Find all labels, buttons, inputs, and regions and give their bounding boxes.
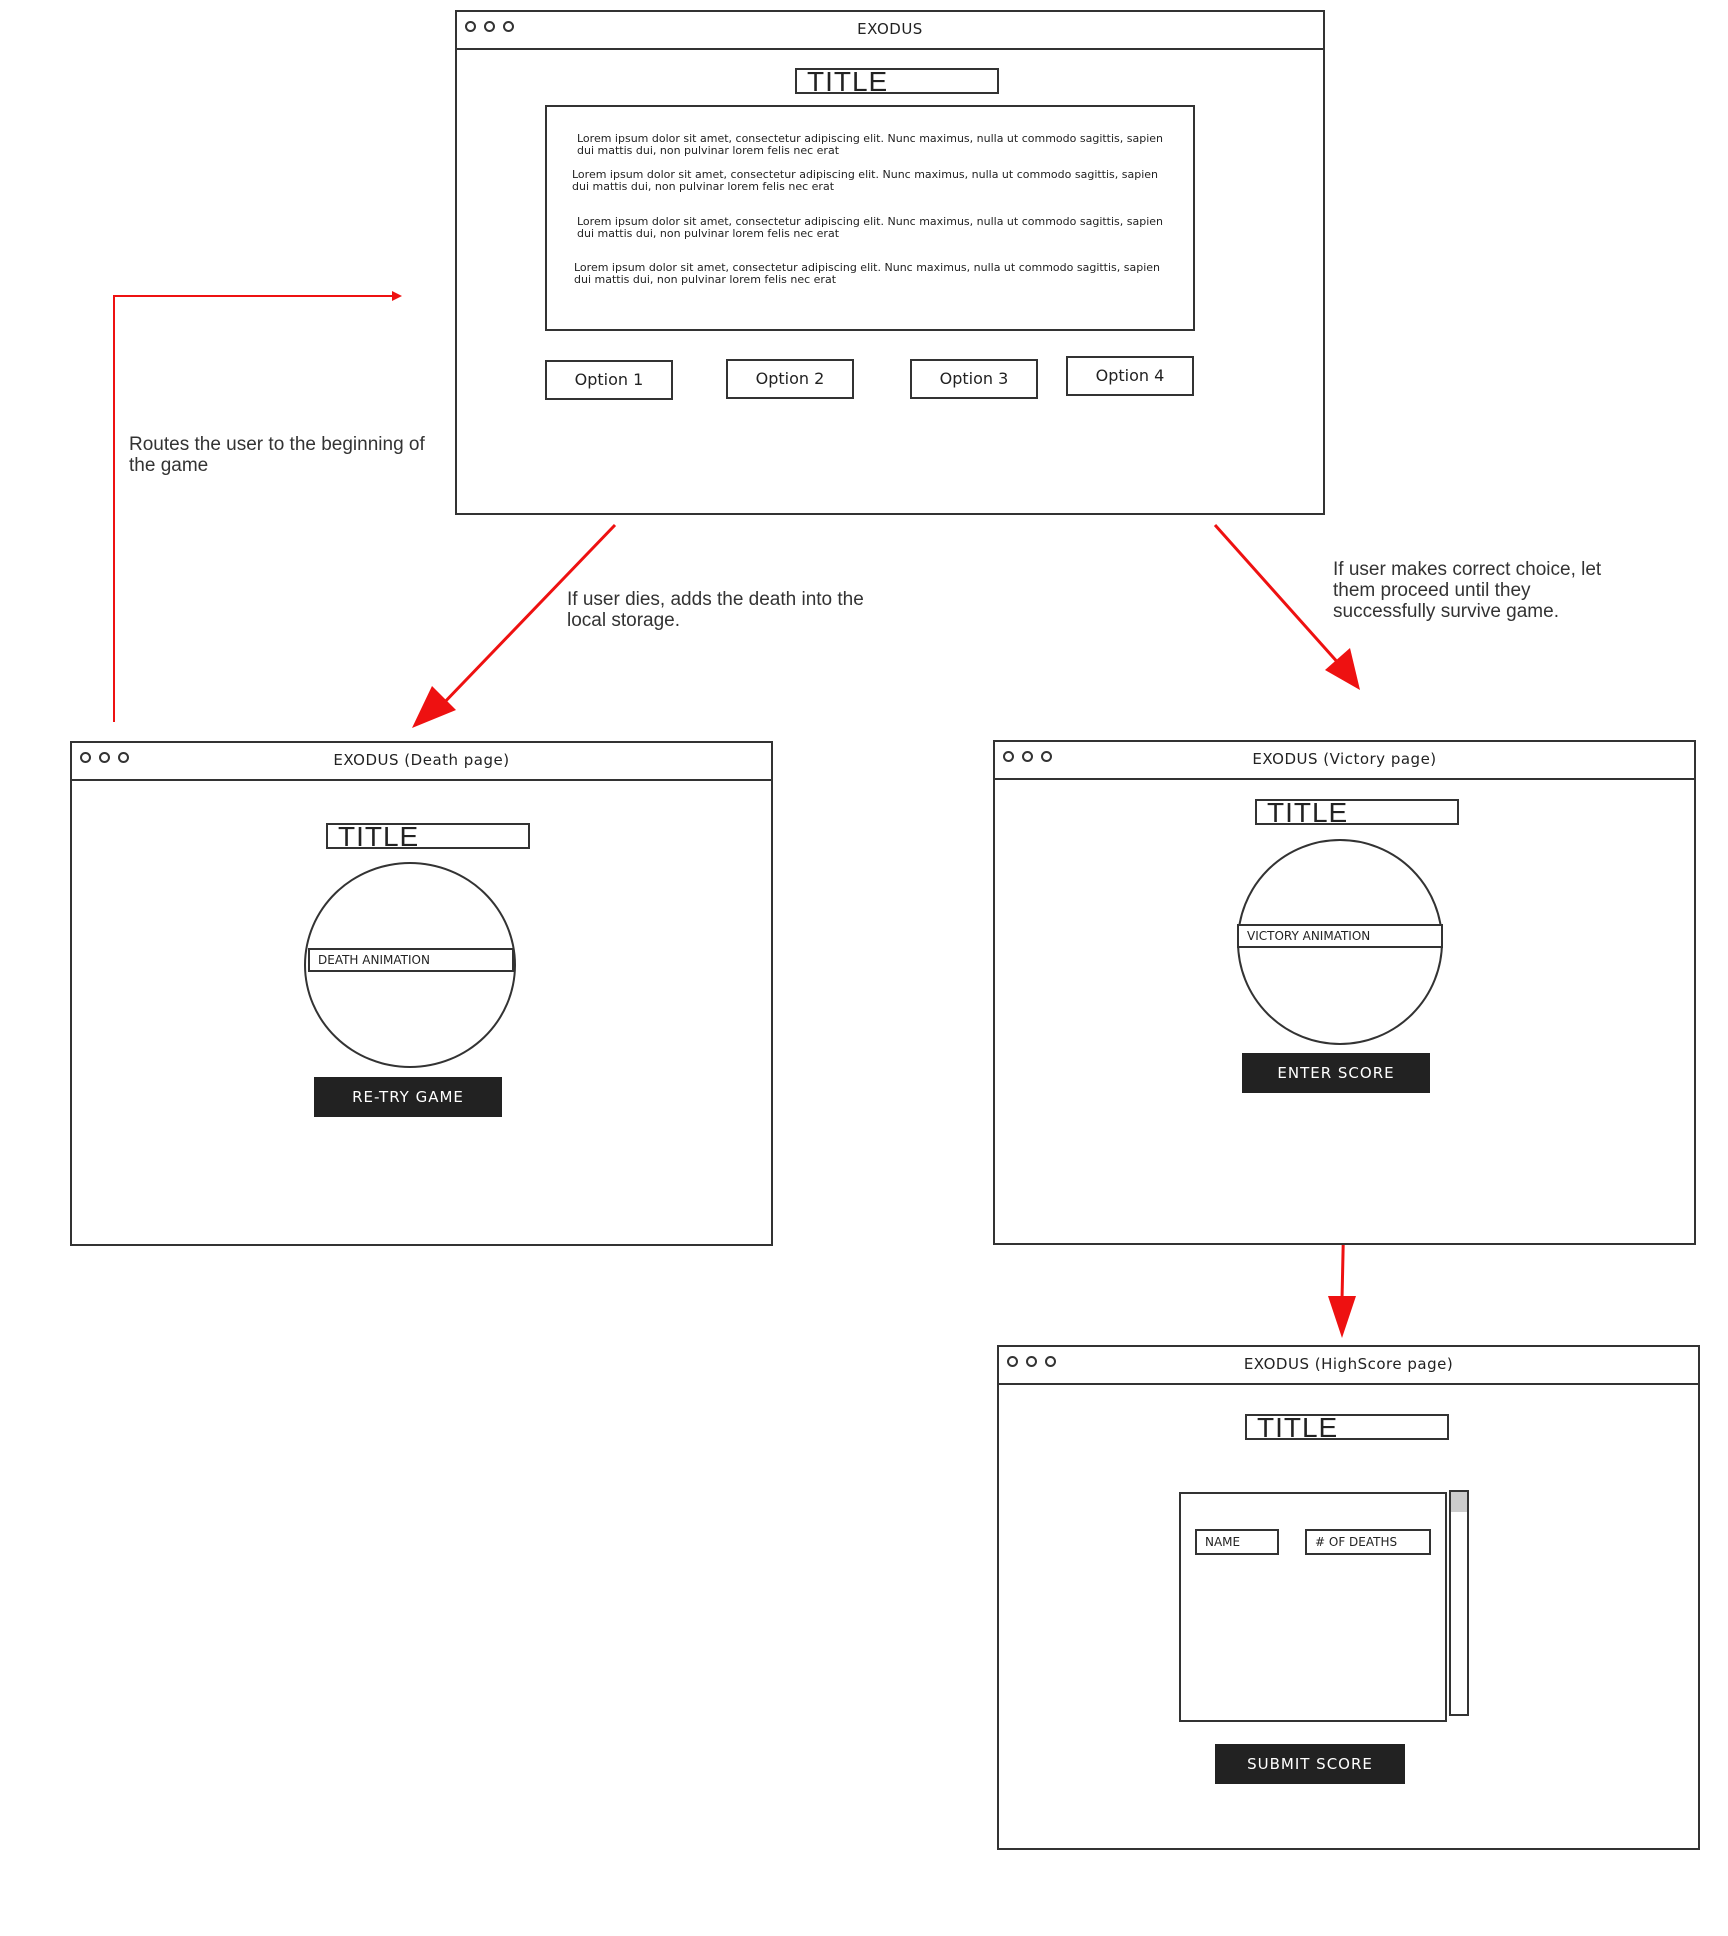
submit-score-button[interactable]: SUBMIT SCORE — [1215, 1744, 1405, 1784]
page-title: TITLE — [326, 823, 530, 849]
story-paragraph: Lorem ipsum dolor sit amet, consectetur adipiscing elit. Nunc maximus, nulla ut commodo sagittis, sapien dui mattis dui, non pulvinar lorem felis nec erat — [574, 261, 1161, 286]
victory-window — [993, 740, 1696, 1245]
death-annotation: If user dies, adds the death into the local storage. — [567, 589, 864, 631]
option-3-button[interactable]: Option 3 — [910, 359, 1038, 399]
option-1-button[interactable]: Option 1 — [545, 360, 673, 400]
option-2-button[interactable]: Option 2 — [726, 359, 854, 399]
story-paragraph: Lorem ipsum dolor sit amet, consectetur adipiscing elit. Nunc maximus, nulla ut commodo sagittis, sapien dui mattis dui, non pulvinar lorem felis nec erat — [572, 168, 1159, 193]
story-text-box — [545, 105, 1195, 331]
enter-score-button[interactable]: ENTER SCORE — [1242, 1053, 1430, 1093]
death-arrow-head — [412, 686, 456, 728]
highscore-list — [1179, 1492, 1447, 1722]
highscore-window-title: EXODUS (HighScore page) — [1243, 1355, 1454, 1373]
name-column-header: NAME — [1195, 1529, 1279, 1555]
highscore-window-titlebar — [999, 1347, 1698, 1385]
story-paragraph: Lorem ipsum dolor sit amet, consectetur adipiscing elit. Nunc maximus, nulla ut commodo sagittis, sapien dui mattis dui, non pulvinar lorem felis nec erat — [577, 132, 1164, 157]
retry-game-button[interactable]: RE-TRY GAME — [314, 1077, 502, 1117]
victory-animation-label: VICTORY ANIMATION — [1237, 924, 1443, 948]
highscore-scrollbar[interactable] — [1449, 1490, 1469, 1716]
main-window — [455, 10, 1325, 515]
highscore-window — [997, 1345, 1700, 1850]
deaths-column-header: # OF DEATHS — [1305, 1529, 1431, 1555]
main-window-titlebar — [457, 12, 1323, 50]
death-animation-label: DEATH ANIMATION — [308, 948, 514, 972]
scrollbar-thumb[interactable] — [1451, 1492, 1467, 1512]
victory-window-title: EXODUS (Victory page) — [1252, 750, 1437, 768]
story-paragraph: Lorem ipsum dolor sit amet, consectetur adipiscing elit. Nunc maximus, nulla ut commodo sagittis, sapien dui mattis dui, non pulvinar lorem felis nec erat — [577, 215, 1164, 240]
restart-arrow — [114, 296, 400, 722]
main-window-title: EXODUS — [857, 20, 923, 38]
page-title: TITLE — [1245, 1414, 1449, 1440]
victory-annotation: If user makes correct choice, let them proceed until they successfully survive game. — [1333, 559, 1602, 622]
page-title: TITLE — [1255, 799, 1459, 825]
score-arrow-head — [1328, 1296, 1356, 1338]
option-4-button[interactable]: Option 4 — [1066, 356, 1194, 396]
death-window-title: EXODUS (Death page) — [333, 751, 510, 769]
page-title: TITLE — [795, 68, 999, 94]
victory-window-titlebar — [995, 742, 1694, 780]
restart-annotation: Routes the user to the beginning of the game — [129, 434, 425, 476]
death-window — [70, 741, 773, 1246]
victory-arrow-shaft — [1215, 525, 1340, 665]
death-window-titlebar — [72, 743, 771, 781]
